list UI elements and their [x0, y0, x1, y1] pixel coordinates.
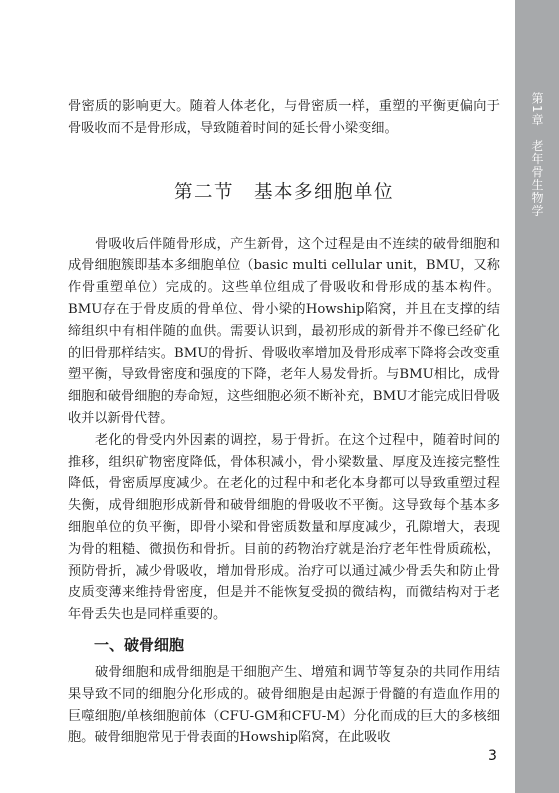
chapter-side-tab-label: 第1章 老年骨生物学 — [530, 92, 544, 218]
section-paragraph-1: 骨吸收后伴随骨形成，产生新骨，这个过程是由不连续的破骨细胞和成骨细胞簇即基本多细胞单位（basic multi cellular unit，BMU，又称作骨重塑单位）完成的。这些单位组成了骨吸收和骨形成的基本构件。BMU存在于骨皮质的骨单位、骨小梁的Howship陷窝，并且在支撑的结缔组织中有相伴随的血供。需要认识到，最初形成的新骨并不像已经矿化的旧骨那样结实。BMU的骨折、骨吸收率增加及骨形成率下降将会改变重塑平衡，导致骨密度和强度的下降，老年人易发骨折。与BMU相比，成骨细胞和破骨细胞的寿命短，这些细胞必须不断补充，BMU才能完成旧骨吸收并以新骨代替。 — [68, 236, 500, 426]
page-number: 3 — [488, 748, 497, 764]
opening-paragraph: 骨密质的影响更大。随着人体老化，与骨密质一样，重塑的平衡更偏向于骨吸收而不是骨形成，导致随着时间的延长骨小梁变细。 — [68, 99, 500, 136]
section-paragraph-2: 老化的骨受内外因素的调控，易于骨折。在这个过程中，随着时间的推移，组织矿物密度降低，骨体积减小，骨小梁数量、厚度及连接完整性降低，骨密质厚度减少。在老化的过程中和老化本身都可以导致重塑过程失衡，成骨细胞形成新骨和破骨细胞的骨吸收不平衡。这导致每个基本多细胞单位的负平衡，即骨小梁和骨密质数量和厚度减少，孔隙增大，表现为骨的粗糙、微损伤和骨折。目前的药物治疗就是治疗老年性骨质疏松，预防骨折，减少骨吸收，增加骨形成。治疗可以通过减少骨丢失和防止骨皮质变薄来维持骨密度，但是并不能恢复受损的微结构，而微结构对于老年骨丢失也是同样重要的。 — [68, 432, 500, 623]
subsection-paragraph: 破骨细胞和成骨细胞是干细胞产生、增殖和调节等复杂的共同作用结果导致不同的细胞分化形成的。破骨细胞是由起源于骨髓的有造血作用的巨噬细胞/单核细胞前体（CFU-GM和CFU-M）分化而成的巨大的多核细胞。破骨细胞常见于骨表面的Howship陷窝，在此吸收 — [68, 664, 500, 746]
page-content — [68, 96, 500, 749]
section-title: 第二节 基本多细胞单位 — [173, 181, 394, 203]
subsection-title: 一、破骨细胞 — [94, 635, 185, 654]
